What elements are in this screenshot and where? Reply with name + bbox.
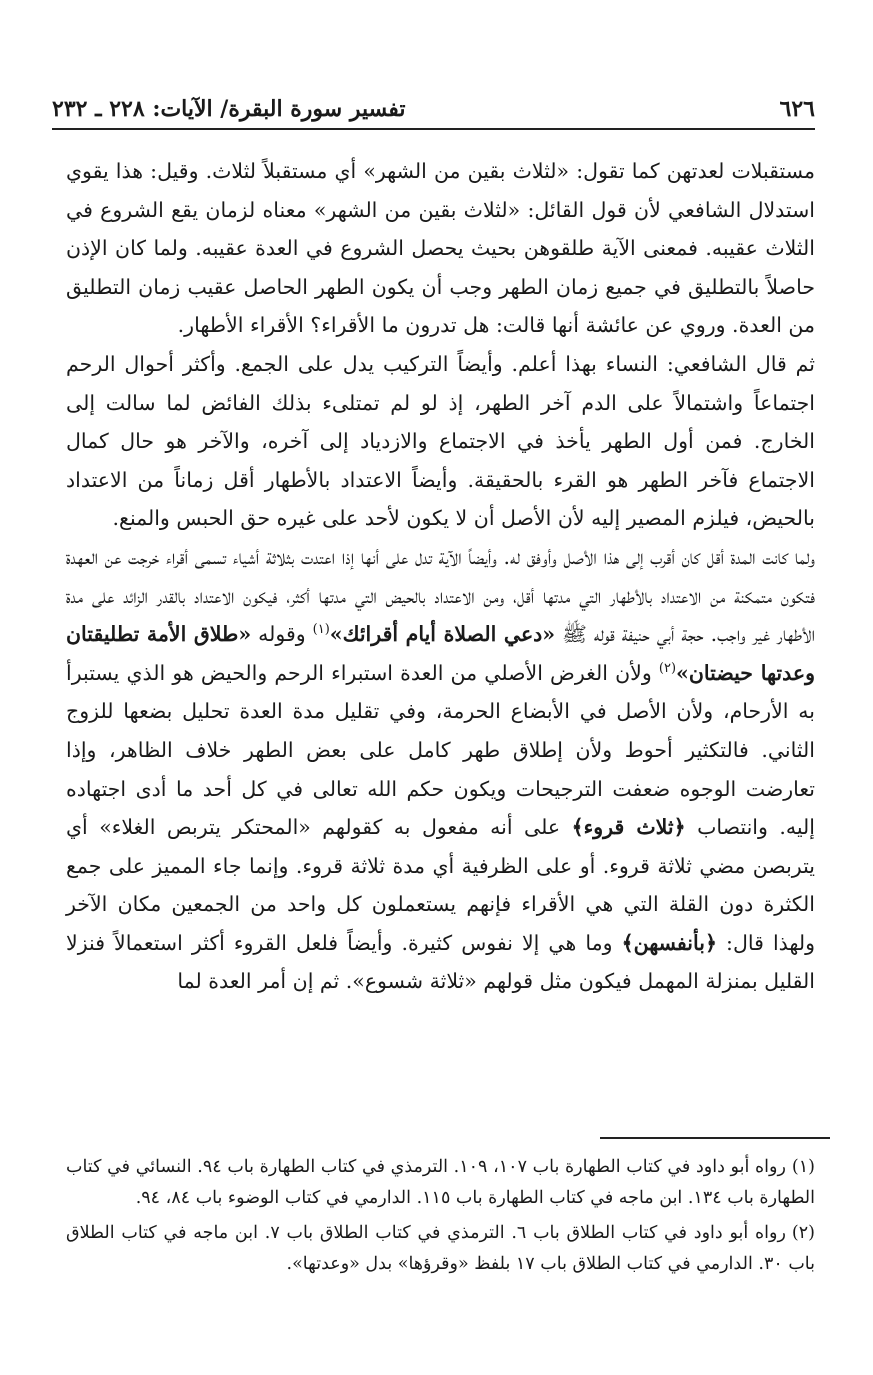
footnote-text: رواه أبو داود في كتاب الطلاق باب ٦. الترمذي في كتاب الطلاق باب ٧. ابن ماجه في كتاب الطلاق باب ٣٠. الدارمي في كتاب الطلاق باب ١٧ بلفظ «وقرؤها» بدل «وعدتها». [66,1223,815,1274]
paragraph-3 [66,538,815,1001]
page-number: ٦٢٦ [779,96,815,122]
footnote-text: رواه أبو داود في كتاب الطهارة باب ١٠٧، ١٠٩. الترمذي في كتاب الطهارة باب ٩٤. النسائي في كتاب الطهارة باب ١٣٤. ابن ماجه في كتاب الطهارة باب ١١٥. الدارمي في كتاب الوضوء باب ٨٤، ٩٤. [66,1157,815,1208]
footnote-rule [600,1137,830,1139]
hadith-quote: «طلاق الأمة تطليقتان وعدتها حيضتان» [66,622,815,685]
text-segment: وما هي إلا نفوس كثيرة. وأيضاً فلعل القروء أكثر استعمالاً فنزلا القليل بمنزلة المهمل فيكون مثل قولهم «ثلاثة شسوع». ثم إن أمر العدة لما [66,930,815,994]
paragraph-2: ثم قال الشافعي: النساء بهذا أعلم. وأيضاً التركيب يدل على الجمع. وأكثر أحوال الرحم اجتماعاً واشتمالاً على الدم آخر الطهر، إذ لو لم تمتلىء بذلك الفائض لما سالت إلى الخارج. فمن أول الطهر يأخذ في الاجتماع والازدياد إلى آخره، والآخر هو حال كمال الاجتماع فآخر الطهر هو القرء بالحقيقة. وأيضاً الاعتداد بالأطهار أقل زماناً من الاعتداد بالحيض، فيلزم المصير إليه لأن الأصل أن لا يكون لأحد على غيره حق الحبس والمنع. [66,351,815,531]
paragraph-1: مستقبلات لعدتهن كما تقول: «لثلاث بقين من الشهر» أي مستقبلاً لثلاث. وقيل: هذا يقوي استدلال الشافعي لأن قول القائل: «لثلاث بقين من الشهر» معناه لزمان يقع الشروع في الثلاث عقيبه. فمعنى الآية طلقوهن بحيث يحصل الشروع في العدة عقيبه. ولما كان الإذن حاصلاً بالتطليق في جميع زمان الطهر وجب أن يكون الطهر الحاصل عقيب زمان التطليق من العدة. وروي عن عائشة أنها قالت: هل تدرون ما الأقراء؟ الأقراء الأطهار. [66,159,815,338]
text-segment: وقوله [251,622,313,647]
footnote-ref-1[interactable]: (١) [312,622,330,638]
header-rule [52,128,815,130]
footnote-ref-2[interactable]: (٢) [658,660,677,676]
footnote-1 [66,1152,815,1214]
quran-quote: ﴿ثلاث قروء﴾ [571,815,686,840]
text-segment: على أنه مفعول به كقولهم «المحتكر يتربص الغلاء» أي يتربصن مضي ثلاثة قروء. أو على الظرفية أي مدة ثلاثة قروء. وإنما جاء المميز على جمع الكثرة دون القلة التي هي الأقراء فإنهم يستعملون كل واحد من الجمعين مكان الآخر ولهذا قال: [66,815,815,955]
footnote-number: (١) [791,1157,815,1177]
footnote-number: (٢) [791,1223,815,1243]
quran-quote: ﴿بأنفسهن﴾ [621,930,717,955]
footnote-2 [66,1218,815,1280]
running-title: تفسير سورة البقرة/ الآيات: ٢٢٨ ـ ٢٣٢ [52,96,406,122]
footnotes [66,1152,815,1284]
page-header [52,92,815,126]
text-segment: ولما كانت المدة أقل كان أقرب إلى هذا الأصل وأوفق له. وأيضاً الآية تدل على أنها إذا اعتدت بثلاثة أشياء تسمى أقراء خرجت عن العهدة فتكون متمكنة من الاعتداد بالأطهار التي مدتها أقل، ومن الاعتداد بالحيض التي مدتها أكثر، فيكون الاعتداد بالقدر الزائد على مدة الأطهار غير واجب. حجة أبي حنيفة قوله ﷺ [66,544,816,647]
main-text [66,152,815,1001]
hadith-quote: «دعي الصلاة أيام أقرائك» [329,622,556,647]
text-segment: ولأن الغرض الأصلي من العدة استبراء الرحم والحيض هو الذي يستبرأ به الأرحام، ولأن الأصل في الأبضاع الحرمة، وفي تقليل مدة العدة تحليل بضعها للزوج الثاني. فالتكثير أحوط ولأن إطلاق طهر كامل على بعض الطهر خلاف الظاهر، وإذا تعارضت الوجوه ضعفت الترجيحات ويكون حكم الله تعالى في كل أحد ما أدى اجتهاده إليه. وانتصاب [66,660,815,840]
